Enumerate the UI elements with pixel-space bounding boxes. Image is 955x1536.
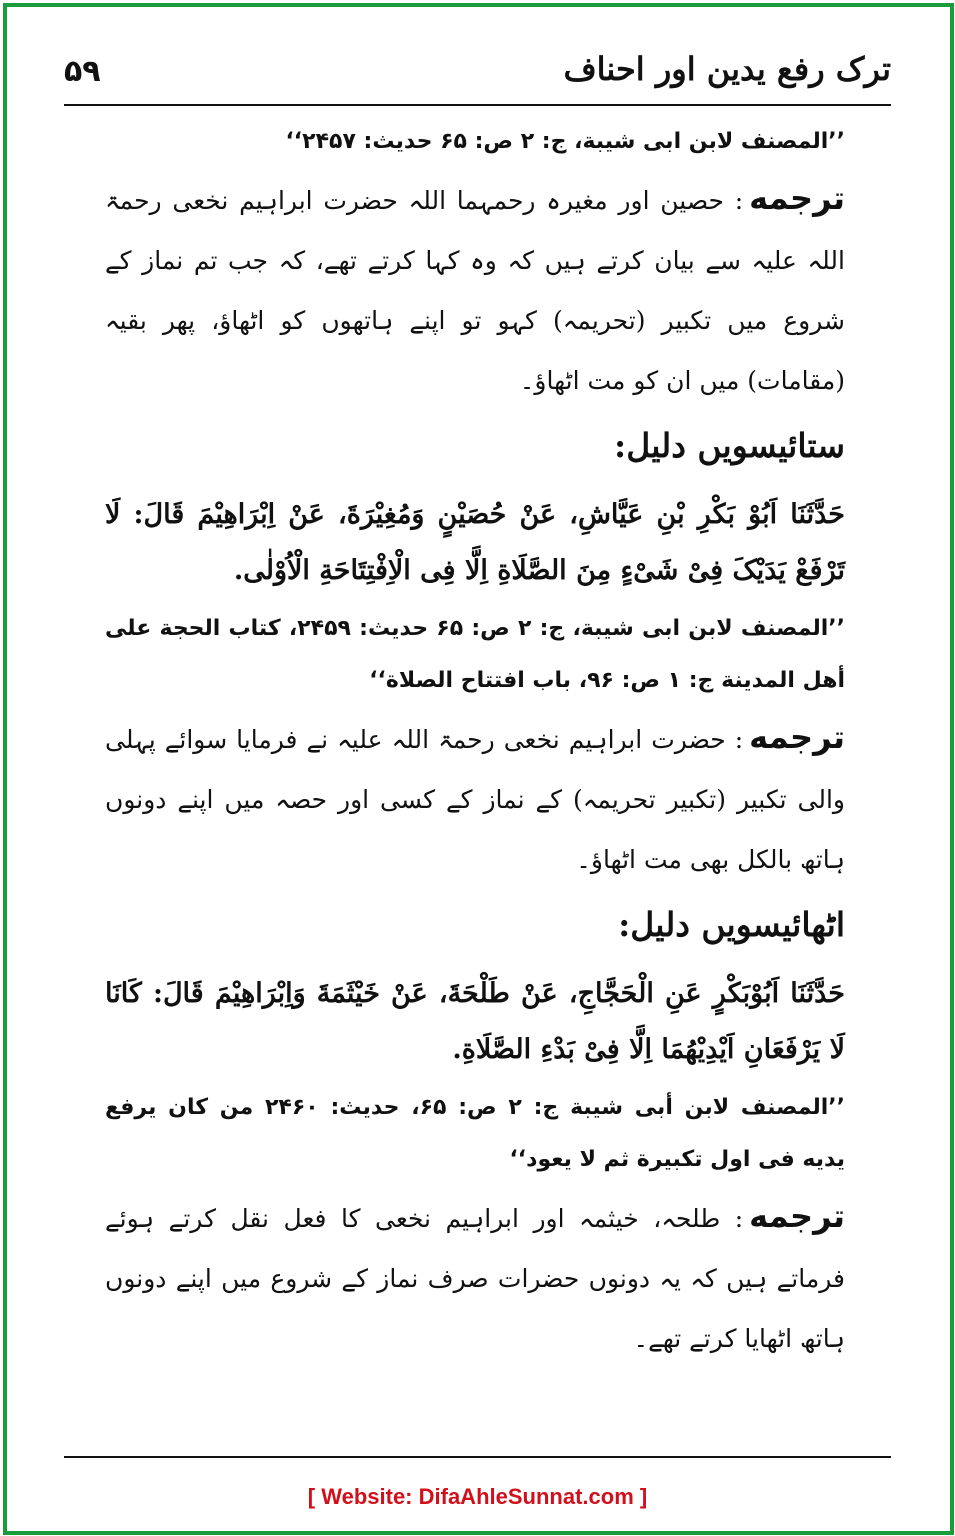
running-title: ترک رفع یدین اور احناف bbox=[563, 50, 891, 88]
translation-paragraph bbox=[105, 168, 845, 411]
section-heading-27: ستائیسویں دلیل: bbox=[614, 426, 845, 465]
translation-text: : حضرت ابراہیم نخعی رحمۃ اللہ علیہ نے فرمایا سوائے پہلی والی تکبیر (تکبیر تحریمہ) کے نماز کے کسی اور حصہ میں اپنے دونوں ہاتھ بالکل بھی مت اٹھاؤ۔ bbox=[105, 725, 845, 874]
section-heading-28: اٹھائیسویں دلیل: bbox=[618, 905, 845, 944]
page-header bbox=[64, 50, 891, 106]
header-divider bbox=[64, 104, 891, 106]
reference-citation: ’’المصنف لابن ابی شیبة، ج: ۲ ص: ۶۵ حدیث: ۲۴۵۷‘‘ bbox=[285, 129, 845, 154]
arabic-narration: حَدَّثَنَا اَبُوْبَکْرٍ عَنِ الْحَجَّاجِ، عَنْ طَلْحَةَ، عَنْ خَیْثَمَةَ وَاِبْرَاھِیْمَ قَالَ: کَانَا لَا یَرْفَعَانِ اَیْدِیْھُمَا اِلَّا فِیْ بَدْءِ الصَّلَاةِ. bbox=[105, 978, 845, 1065]
page-number: ۵۹ bbox=[64, 54, 101, 89]
translation-label: ترجمه bbox=[749, 1197, 845, 1235]
translation-label: ترجمه bbox=[749, 179, 845, 217]
translation-paragraph bbox=[105, 1186, 845, 1369]
reference-citation: ’’المصنف لابن ابی شیبة، ج: ۲ ص: ۶۵ حدیث: ۲۴۵۹، کتاب الحجة علی أهل المدینة ج: ۱ ص: ۹۶، باب افتتاح الصلاة‘‘ bbox=[105, 616, 846, 693]
translation-paragraph bbox=[105, 707, 845, 890]
arabic-narration: حَدَّثَنَا اَبُوْ بَکْرِ بْنِ عَیَّاشِ، عَنْ حُصَیْنٍ وَمُغِیْرَةَ، عَنْ اِبْرَاھِیْمَ قَالَ: لَا تَرْفَعْ یَدَیْکَ فِیْ شَیْءٍ مِنَ الصَّلَاةِ اِلَّا فِی الْاِفْتِتَاحَةِ الْاُوْلٰی. bbox=[105, 499, 845, 586]
translation-label: ترجمه bbox=[749, 718, 845, 756]
reference-citation: ’’المصنف لابن أبی شیبة ج: ۲ ص: ۶۵، حدیث: ۲۴۶۰ من کان یرفع یدیه فی اول تکبیرة ثم لا یعود‘‘ bbox=[105, 1095, 845, 1172]
website-footer: [ Website: DifaAhleSunnat.com ] bbox=[307, 1484, 648, 1509]
page-content bbox=[105, 116, 845, 1369]
translation-text: : حصین اور مغیرہ رحمہما اللہ حضرت ابراہیم نخعی رحمۃ اللہ علیہ سے بیان کرتے ہیں کہ وہ کہا کرتے تھے، کہ جب تم نماز کے شروع میں تکبیر (تحریمہ) کہو تو اپنے ہاتھوں کو اٹھاؤ، پھر بقیہ (مقامات) میں ان کو مت اٹھاؤ۔ bbox=[105, 186, 845, 395]
translation-text: : طلحہ، خیثمہ اور ابراہیم نخعی کا فعل نقل کرتے ہوئے فرماتے ہیں کہ یہ دونوں حضرات صرف نماز کے شروع میں اپنے دونوں ہاتھ اٹھایا کرتے تھے۔ bbox=[105, 1204, 845, 1353]
footer-divider bbox=[64, 1456, 891, 1458]
